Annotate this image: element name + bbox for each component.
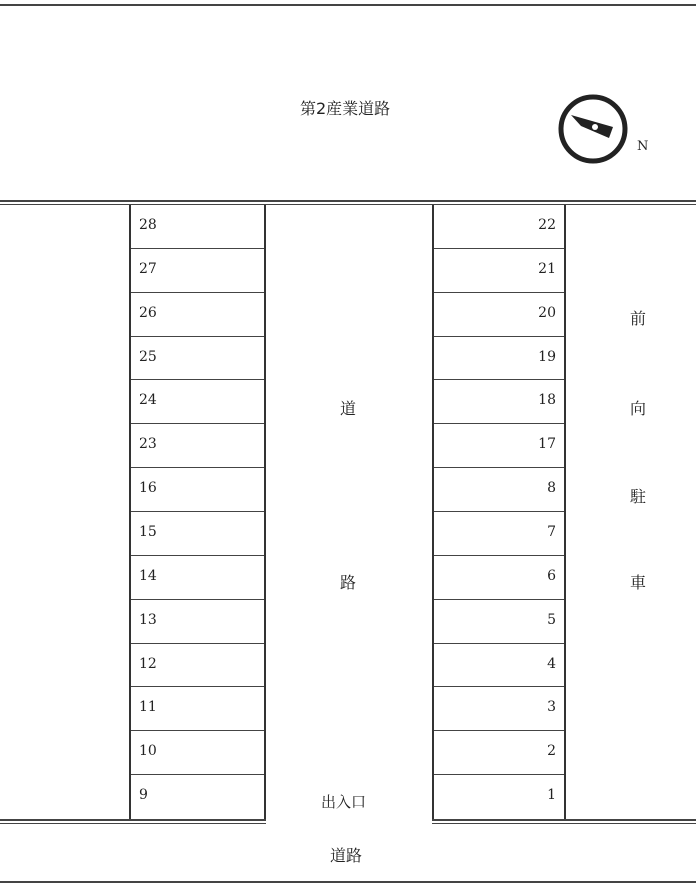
left-parking-column xyxy=(129,205,266,819)
parking-space-number: 2 xyxy=(547,743,556,760)
parking-space xyxy=(129,731,266,775)
parking-space-number: 13 xyxy=(139,611,157,628)
parking-space xyxy=(129,337,266,381)
bottom-road-edge-left-2 xyxy=(0,823,266,824)
parking-space-number: 4 xyxy=(547,655,556,672)
right-area-char-1: 前 xyxy=(630,309,647,328)
right-area-char-4: 車 xyxy=(630,573,647,592)
parking-space-number: 1 xyxy=(547,787,556,804)
parking-space-number: 12 xyxy=(139,655,157,672)
parking-space-number: 11 xyxy=(139,699,157,716)
bottom-road-edge-right-2 xyxy=(432,823,696,824)
right-area-char-2: 向 xyxy=(630,399,647,418)
right-column-inner-edge xyxy=(432,205,434,819)
parking-space-number: 9 xyxy=(139,787,148,804)
parking-space xyxy=(432,687,566,731)
parking-space xyxy=(432,556,566,600)
top-road-edge-2 xyxy=(0,204,696,205)
parking-space xyxy=(129,205,266,249)
parking-space-number: 14 xyxy=(139,567,157,584)
parking-space xyxy=(432,775,566,819)
right-parking-column xyxy=(432,205,566,819)
bottom-border xyxy=(0,881,696,883)
parking-space xyxy=(129,249,266,293)
parking-space-number: 15 xyxy=(139,524,157,540)
top-road-edge xyxy=(0,200,696,202)
parking-space xyxy=(432,293,566,337)
parking-space xyxy=(432,600,566,644)
parking-space-number: 3 xyxy=(547,699,556,716)
parking-space-number: 22 xyxy=(538,217,556,233)
north-label: N xyxy=(637,139,649,154)
parking-space xyxy=(129,512,266,556)
bottom-road-edge-right xyxy=(432,819,696,821)
parking-space xyxy=(129,600,266,644)
parking-space-number: 18 xyxy=(538,392,556,409)
left-column-inner-edge xyxy=(264,205,266,819)
parking-space-number: 26 xyxy=(139,304,157,321)
parking-space xyxy=(129,380,266,424)
parking-space xyxy=(129,468,266,512)
parking-space-number: 5 xyxy=(547,611,556,628)
compass-icon xyxy=(551,94,651,164)
parking-space-number: 7 xyxy=(547,524,556,540)
compass xyxy=(551,94,651,164)
parking-space xyxy=(432,205,566,249)
parking-space xyxy=(432,731,566,775)
parking-space xyxy=(432,249,566,293)
parking-space-number: 17 xyxy=(538,436,556,453)
right-area-char-3: 駐 xyxy=(630,487,647,506)
entrance-label: 出入口 xyxy=(321,793,367,811)
parking-space xyxy=(432,337,566,381)
parking-space-number: 16 xyxy=(139,480,157,497)
parking-space xyxy=(129,775,266,819)
parking-space-number: 23 xyxy=(139,436,157,453)
parking-space-number: 6 xyxy=(547,567,556,584)
parking-space-number: 28 xyxy=(139,217,157,233)
parking-space xyxy=(129,556,266,600)
parking-space xyxy=(432,380,566,424)
parking-space-number: 20 xyxy=(538,304,556,321)
parking-space-number: 19 xyxy=(538,348,556,365)
parking-space xyxy=(432,512,566,556)
parking-space-number: 10 xyxy=(139,743,157,760)
top-border xyxy=(0,4,696,6)
top-road-label: 第2産業道路 xyxy=(300,99,391,118)
parking-space xyxy=(432,424,566,468)
parking-space-number: 25 xyxy=(139,348,157,365)
parking-space xyxy=(432,468,566,512)
parking-space-number: 21 xyxy=(538,260,556,277)
parking-space-number: 27 xyxy=(139,260,157,277)
bottom-road-edge-left xyxy=(0,819,266,821)
parking-space xyxy=(129,644,266,688)
parking-space xyxy=(432,644,566,688)
center-road-char-1: 道 xyxy=(340,399,357,418)
center-road-char-2: 路 xyxy=(340,573,357,592)
parking-space xyxy=(129,687,266,731)
right-column-edge xyxy=(564,205,566,819)
parking-space xyxy=(129,424,266,468)
bottom-road-label: 道路 xyxy=(330,846,363,865)
left-column-edge xyxy=(129,205,131,819)
parking-space xyxy=(129,293,266,337)
parking-space-number: 8 xyxy=(547,480,556,497)
parking-space-number: 24 xyxy=(139,392,157,409)
